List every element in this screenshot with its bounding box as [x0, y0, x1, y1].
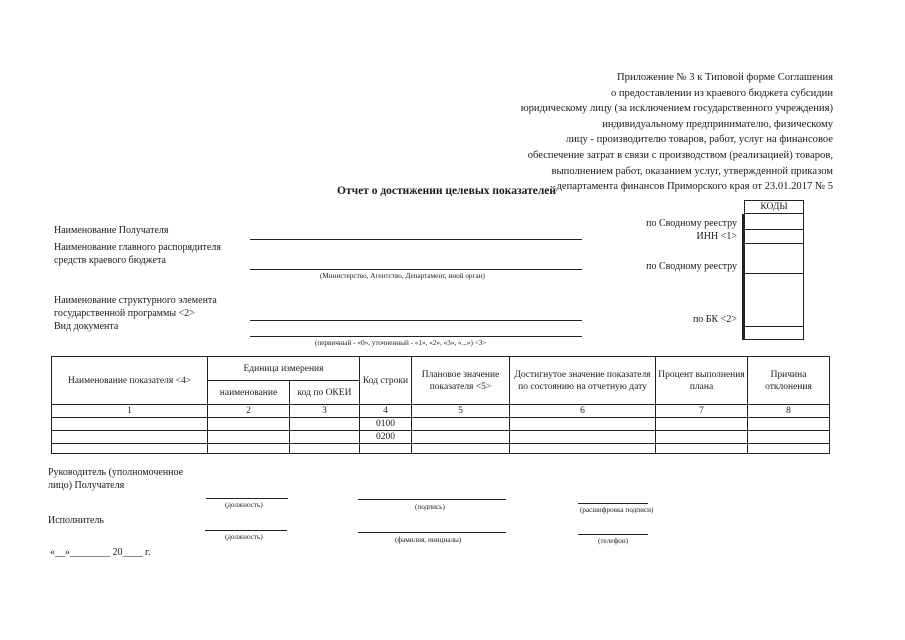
col-number: 6 [510, 405, 656, 418]
appendix-line: департамента финансов Приморского края от 23.01.2017 № 5 [556, 181, 833, 193]
col-number: 3 [290, 405, 360, 418]
cell-reason[interactable] [748, 444, 830, 454]
col-number: 7 [656, 405, 748, 418]
executor-fio-caption: (фамилия, инициалы) [395, 536, 462, 544]
program-label-1: Наименование структурного элемента [54, 295, 217, 306]
cell-row-code: 0200 [360, 431, 412, 444]
head-label-1: Руководитель (уполномоченное [48, 467, 184, 478]
cell-percent[interactable] [656, 418, 748, 431]
col-number: 5 [412, 405, 510, 418]
inn-label: ИНН <1> [696, 231, 737, 242]
codes-cell-registry-1[interactable] [744, 229, 804, 230]
col-number: 8 [748, 405, 830, 418]
codes-cell-inn[interactable] [744, 243, 804, 244]
appendix-line: лицу - производителю товаров, работ, услуг на финансовое [565, 134, 833, 146]
cell-unit-okei[interactable] [290, 444, 360, 454]
cell-indicator-name[interactable] [52, 431, 208, 444]
bk-label: по БК <2> [692, 314, 737, 325]
appendix-line: о предоставлении из краевого бюджета субсидии [610, 87, 833, 99]
cell-plan-value[interactable] [412, 418, 510, 431]
column-numbers-row [52, 405, 830, 418]
appendix-line: обеспечение затрат в связи с производством (реализацией) товаров, [527, 149, 833, 161]
cell-unit-okei[interactable] [290, 431, 360, 444]
cell-indicator-name[interactable] [52, 418, 208, 431]
cell-unit-name[interactable] [208, 418, 290, 431]
cell-achieved-value[interactable] [510, 444, 656, 454]
cell-achieved-value[interactable] [510, 431, 656, 444]
header-row-code: Код строки [360, 357, 412, 405]
appendix-note [453, 70, 833, 195]
header-percent: Процент выполнения плана [656, 357, 748, 405]
cell-unit-name[interactable] [208, 444, 290, 454]
cell-unit-okei[interactable] [290, 418, 360, 431]
head-decode-caption: (расшифровка подписи) [580, 506, 654, 514]
head-decode-field[interactable] [578, 503, 648, 504]
table-row [52, 431, 830, 444]
codes-box [744, 200, 804, 340]
head-signature-caption: (подпись) [415, 503, 445, 511]
manager-label-1: Наименование главного распорядителя [54, 242, 221, 253]
codes-left-border [742, 214, 745, 340]
cell-achieved-value[interactable] [510, 418, 656, 431]
executor-phone-caption: (телефон) [598, 537, 629, 545]
header-unit-group: Единица измерения [208, 357, 360, 381]
header-unit-okei: код по ОКЕИ [290, 381, 360, 405]
registry-label-2: по Сводному реестру [646, 261, 737, 272]
appendix-line: юридическому лицу (за исключением государственного учреждения) [520, 103, 833, 115]
cell-indicator-name[interactable] [52, 444, 208, 454]
page-title: Отчет о достижении целевых показателей [337, 185, 557, 197]
table-row [52, 418, 830, 431]
header-indicator-name: Наименование показателя <4> [52, 357, 208, 405]
manager-field[interactable] [250, 269, 582, 270]
cell-plan-value[interactable] [412, 444, 510, 454]
executor-position-caption: (должность) [225, 533, 263, 541]
program-field[interactable] [250, 320, 582, 321]
cell-percent[interactable] [656, 444, 748, 454]
appendix-line: выполнением работ, оказанием услуг, утвержденной приказом [551, 165, 833, 177]
doc-type-field[interactable] [250, 336, 582, 337]
col-number: 1 [52, 405, 208, 418]
appendix-line: Приложение № 3 к Типовой форме Соглашения [617, 72, 833, 83]
header-unit-name: наименование [208, 381, 290, 405]
head-position-caption: (должность) [225, 501, 263, 509]
program-label-2: государственной программы <2> [54, 308, 195, 319]
codes-header: КОДЫ [744, 200, 804, 214]
recipient-label: Наименование Получателя [54, 225, 169, 236]
registry-label-1: по Сводному реестру [646, 218, 737, 229]
cell-row-code: 0100 [360, 418, 412, 431]
manager-label-2: средств краевого бюджета [54, 255, 166, 266]
codes-cell-bk[interactable] [744, 326, 804, 327]
doc-type-label: Вид документа [54, 321, 119, 332]
head-label-2: лицо) Получателя [48, 480, 125, 491]
codes-cell-registry-2[interactable] [744, 273, 804, 274]
recipient-field[interactable] [250, 239, 582, 240]
executor-phone-field[interactable] [578, 534, 648, 535]
appendix-line: индивидуальному предпринимателю, физическому [602, 118, 833, 130]
executor-fio-field[interactable] [358, 532, 506, 533]
executor-label: Исполнитель [48, 515, 104, 526]
date-line[interactable]: «__»________ 20____ г. [50, 547, 151, 558]
col-number: 2 [208, 405, 290, 418]
cell-percent[interactable] [656, 431, 748, 444]
executor-position-field[interactable] [205, 530, 287, 531]
head-position-field[interactable] [206, 498, 288, 499]
header-reason: Причина отклонения [748, 357, 830, 405]
col-number: 4 [360, 405, 412, 418]
cell-reason[interactable] [748, 418, 830, 431]
ministry-caption: (Министерство, Агентство, Департамент, иной орган) [320, 272, 485, 280]
head-signature-field[interactable] [358, 499, 506, 500]
indicators-table [51, 356, 830, 454]
header-plan-value: Плановое значение показателя <5> [412, 357, 510, 405]
table-row [52, 444, 830, 454]
header-achieved-value: Достигнутое значение показателя по состоянию на отчетную дату [510, 357, 656, 405]
cell-plan-value[interactable] [412, 431, 510, 444]
cell-reason[interactable] [748, 431, 830, 444]
doc-type-caption: (первичный - «0», уточненный - «1», «2», «3», «...») <3> [315, 339, 487, 347]
cell-unit-name[interactable] [208, 431, 290, 444]
cell-row-code [360, 444, 412, 454]
